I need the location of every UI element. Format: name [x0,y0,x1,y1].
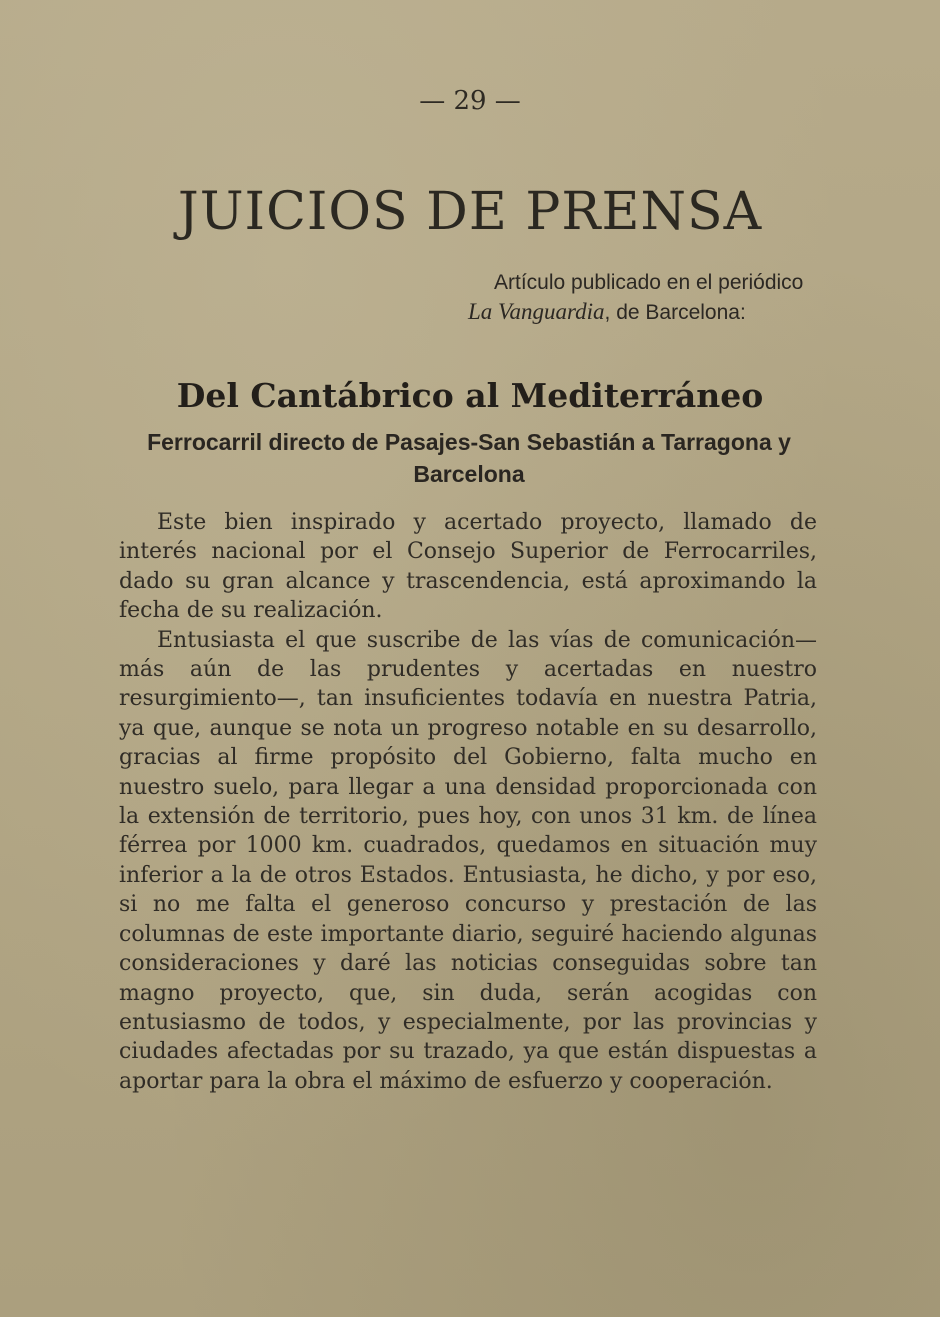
intro-text-after: , de Barcelona: [604,301,746,324]
article-subtitle: Ferrocarril directo de Pasajes-San Sebastián a Tarragona y Barcelona [147,429,791,487]
page-number: — 29 — [419,86,521,116]
newspaper-name: La Vanguardia [468,299,605,324]
paragraph: Entusiasta el que suscribe de las vías de comunicación—más aún de las prudentes y acertadas en nuestro resurgimiento—, tan insuficientes todavía en nuestra Patria, ya que, aunque se nota un progreso notable en su desarrollo, gracias al firme propósito del Gobierno, falta mucho en nuestro suelo, para llegar a una densidad proporcionada con la extensión de territorio, pues hoy, con unos 31 km. de línea férrea por 1000 km. cuadrados, quedamos en situación muy inferior a la de otros Estados. Entusiasta, he dicho, y por eso, si no me falta el generoso concurso y prestación de las columnas de este importante diario, seguiré haciendo algunas consideraciones y daré las noticias conseguidas sobre tan magno proyecto, que, sin duda, serán acogidas con entusiasmo de todos, y especialmente, por las provincias y ciudades afectadas por su trazado, ya que están dispuestas a aportar para la obra el máximo de esfuerzo y cooperación. [119,627,817,1094]
intro-text-before: Artículo publicado en el periódico [494,271,804,294]
article-body [119,508,817,1096]
page-title: JUICIOS DE PRENSA [177,182,763,242]
intro-note [468,268,823,327]
paragraph: Este bien inspirado y acertado proyecto, llamado de interés nacional por el Consejo Superior de Ferrocarriles, dado su gran alcance y trascendencia, está aproximando la fecha de su realización. [119,510,817,624]
article-title: Del Cantábrico al Mediterráneo [176,376,764,415]
